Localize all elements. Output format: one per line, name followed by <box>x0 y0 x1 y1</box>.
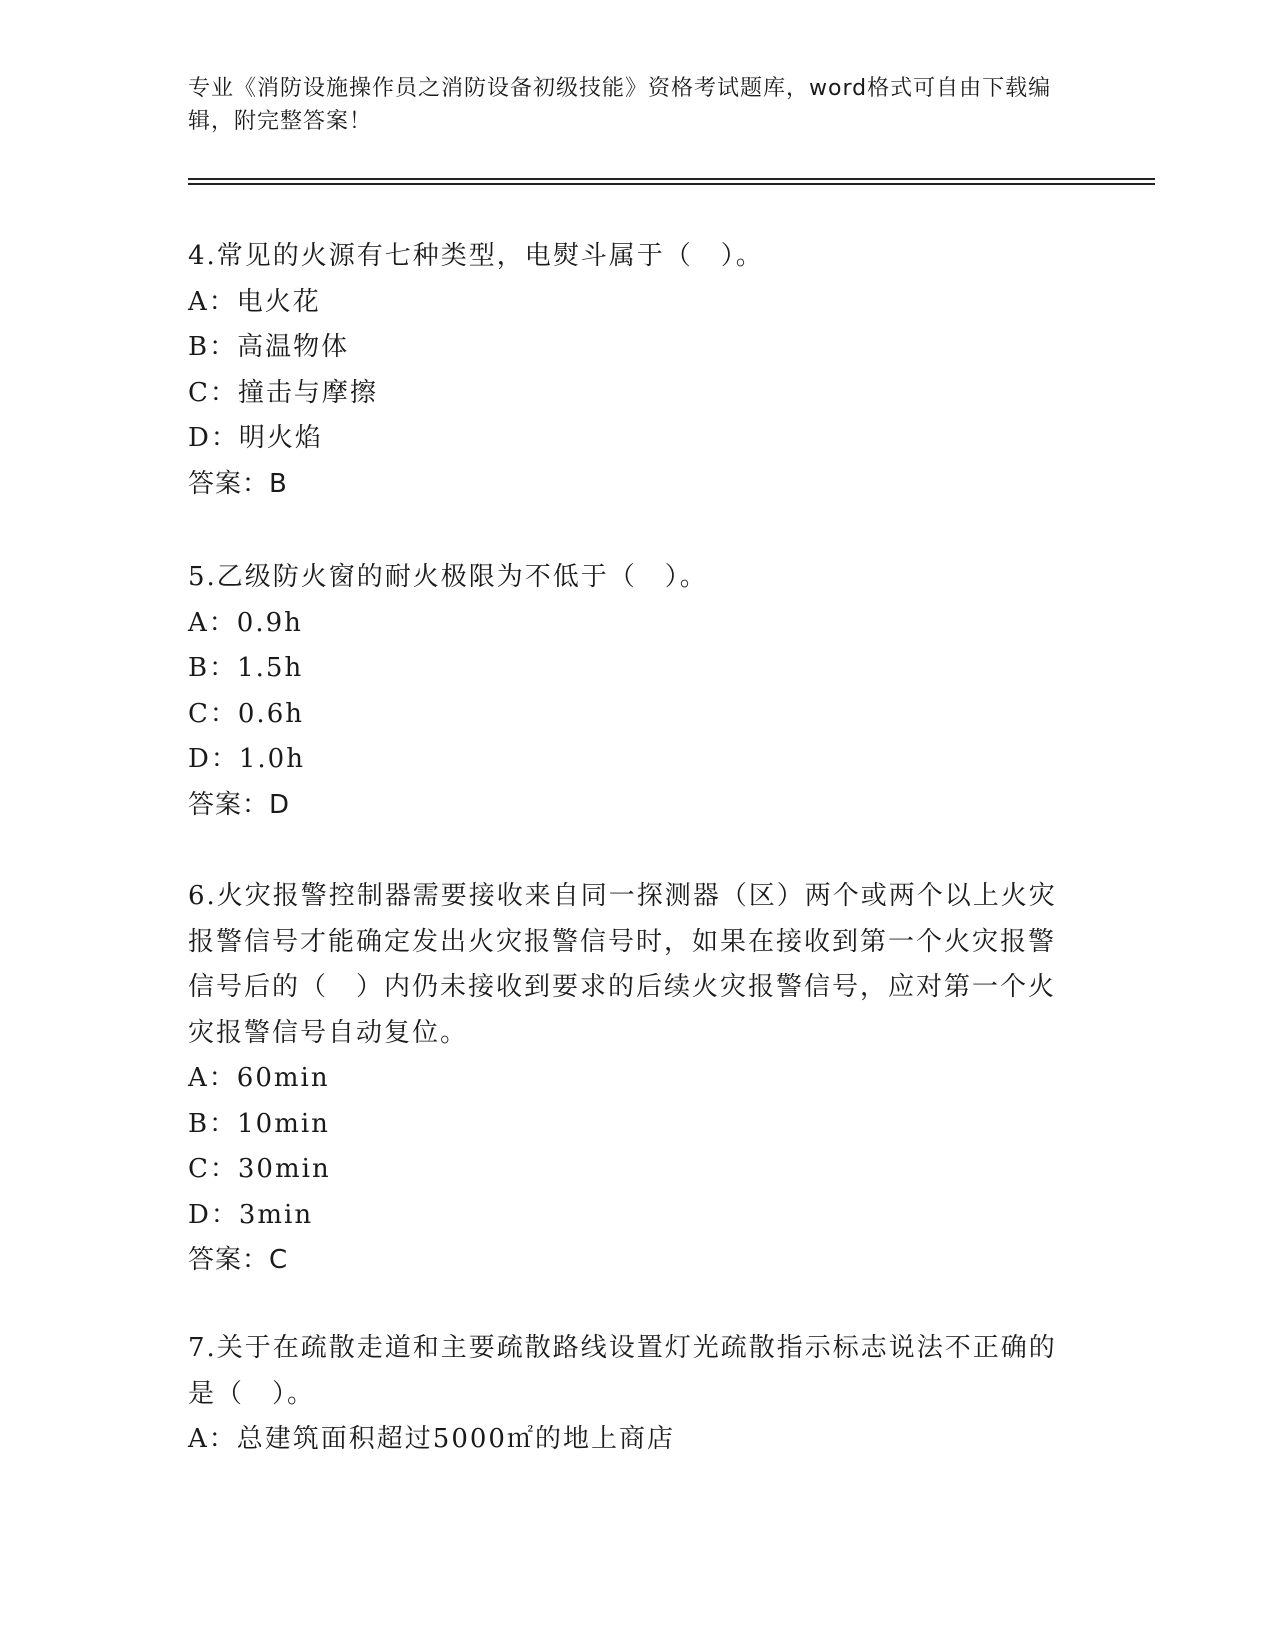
option-b: B：1.5h <box>188 653 304 683</box>
option-a: A：60min <box>188 1063 330 1093</box>
question-stem: 4.常见的火源有七种类型，电熨斗属于（ ）。 <box>188 241 764 271</box>
option-a: A：电火花 <box>188 286 321 317</box>
question-stem: 6.火灾报警控制器需要接收来自同一探测器（区）两个或两个以上火灾报警信号才能确定发出火灾报警信号时，如果在接收到第一个火灾报警信号后的（ ）内仍未接收到要求的后续火灾报警信号，应对第一个火灾报警信号自动复位。 <box>188 881 1057 1048</box>
option-d: D：3min <box>188 1199 314 1230</box>
option-b: B：10min <box>188 1108 330 1139</box>
option-b: B：高温物体 <box>188 332 350 362</box>
option-c: C：30min <box>188 1154 331 1184</box>
question-4 <box>188 234 1068 507</box>
question-stem: 5.乙级防火窗的耐火极限为不低于（ ）。 <box>188 562 708 592</box>
header-divider-top <box>188 178 1155 180</box>
header-divider-bottom <box>188 183 1155 185</box>
question-6 <box>188 874 1068 1284</box>
answer: 答案：C <box>188 1245 289 1275</box>
document-header <box>188 72 1068 138</box>
option-c: C：撞击与摩擦 <box>188 377 378 408</box>
question-stem: 7.关于在疏散走道和主要疏散路线设置灯光疏散指示标志说法不正确的是（ ）。 <box>188 1333 1057 1409</box>
option-a: A：总建筑面积超过5000㎡的地上商店 <box>188 1424 675 1454</box>
question-7 <box>188 1326 1068 1463</box>
option-c: C：0.6h <box>188 698 304 729</box>
question-5 <box>188 555 1068 828</box>
option-a: A：0.9h <box>188 607 303 638</box>
option-d: D：1.0h <box>188 744 305 774</box>
answer: 答案：B <box>188 468 288 499</box>
option-d: D：明火焰 <box>188 423 323 453</box>
header-text: 专业《消防设施操作员之消防设备初级技能》资格考试题库，word格式可自由下载编辑，附完整答案！ <box>188 76 1052 134</box>
answer: 答案：D <box>188 789 291 820</box>
